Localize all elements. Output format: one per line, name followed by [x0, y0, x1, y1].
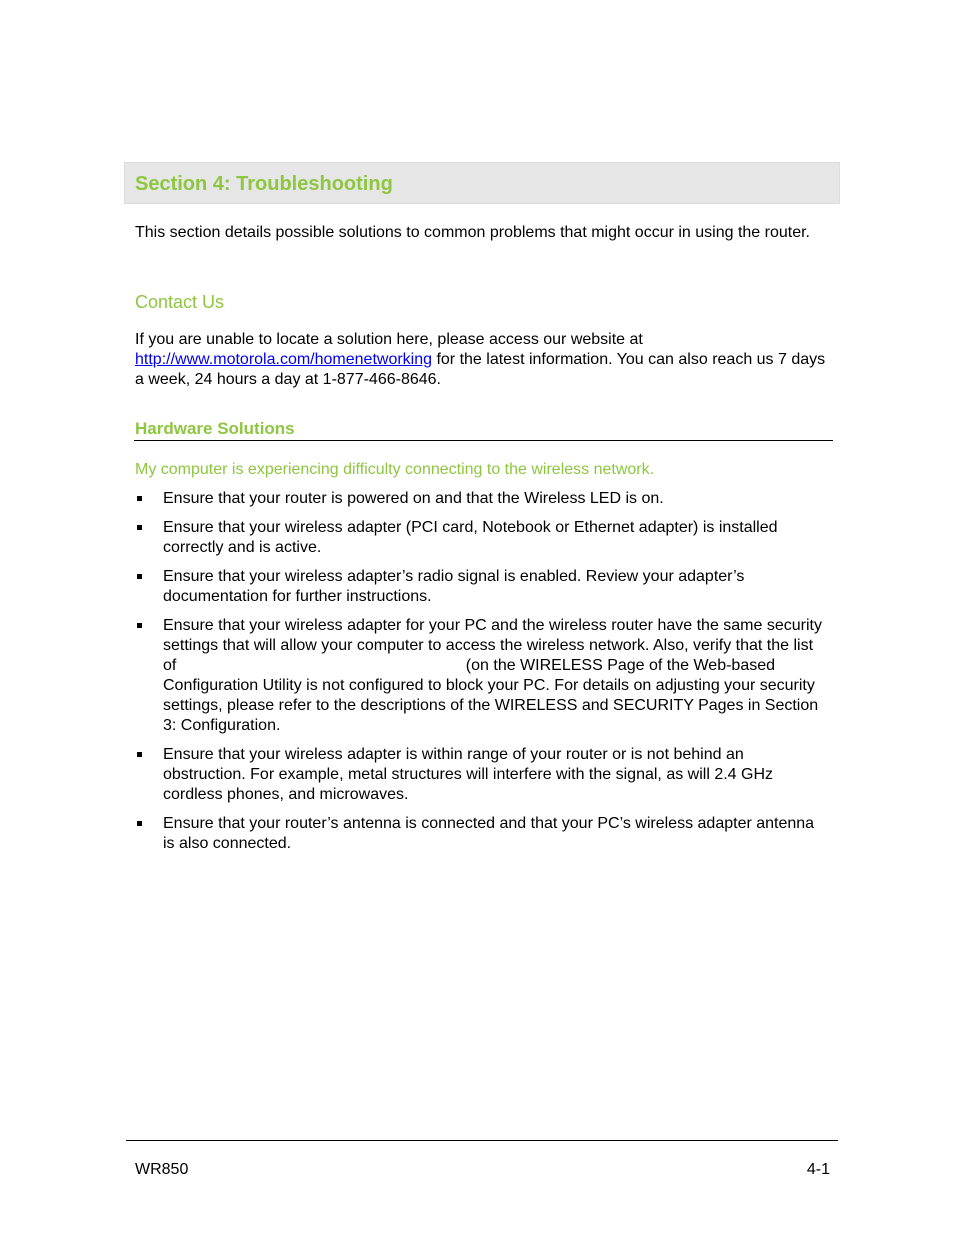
- list-item: [135, 745, 825, 805]
- list-item-text: Ensure that your wireless adapter’s radio signal is enabled. Review your adapter’s documentation for further instructions.: [163, 568, 745, 605]
- solutions-list: [135, 489, 825, 863]
- footer-page-number: 4-1: [806, 1161, 830, 1178]
- section-title: Section 4: Troubleshooting: [135, 173, 393, 195]
- list-item: [135, 567, 825, 607]
- list-item-text: Ensure that your wireless adapter (PCI card, Notebook or Ethernet adapter) is installed correctly and is active.: [163, 519, 778, 556]
- section-banner: [124, 162, 840, 204]
- bullet-icon: [137, 574, 142, 579]
- intro-paragraph: This section details possible solutions to common problems that might occur in using the router.: [135, 224, 810, 241]
- footer-model: WR850: [135, 1161, 189, 1178]
- list-item-text: Ensure that your wireless adapter is within range of your router or is not behind an obstruction. For example, metal structures will interfere with the signal, as will 2.4 GHz cordless phones, and microwaves.: [163, 746, 774, 803]
- contact-heading: Contact Us: [135, 292, 225, 312]
- bullet-icon: [137, 623, 142, 628]
- list-item-text-part1: Ensure that your wireless adapter for your PC and the wireless router have the same security settings that will allow your computer to access the wireless network. Also, verify that the list of: [163, 617, 822, 674]
- bullet-icon: [137, 752, 142, 757]
- bullet-icon: [137, 496, 142, 501]
- list-item: [135, 616, 825, 736]
- list-item-text: Ensure that your router is powered on and that the Wireless LED is on.: [163, 490, 664, 507]
- hardware-divider: [134, 440, 833, 441]
- contact-text-before: If you are unable to locate a solution here, please access our website at: [135, 331, 643, 348]
- list-item: [135, 518, 825, 558]
- list-item: [135, 489, 825, 509]
- bullet-icon: [137, 525, 142, 530]
- list-item: [135, 814, 825, 854]
- problem-statement: My computer is experiencing difficulty connecting to the wireless network.: [135, 461, 655, 478]
- hardware-heading: Hardware Solutions: [135, 419, 295, 438]
- footer-divider: [126, 1140, 838, 1141]
- contact-text-after: for the latest information. You can also reach us 7 days a week, 24 hours a day at 1-877-466-8646.: [135, 351, 826, 388]
- list-item-text: Ensure that your router’s antenna is connected and that your PC’s wireless adapter antenna is also connected.: [163, 815, 815, 852]
- list-item-text-part2: (on the WIRELESS Page of the Web-based Configuration Utility is not configured to block your PC. For details on adjusting your security settings, please refer to the descriptions of the WIRELESS and SECURITY Pages in Section 3: Configuration.: [163, 657, 819, 734]
- website-link[interactable]: http://www.motorola.com/homenetworking: [135, 351, 433, 368]
- contact-paragraph: [135, 330, 835, 390]
- bullet-icon: [137, 821, 142, 826]
